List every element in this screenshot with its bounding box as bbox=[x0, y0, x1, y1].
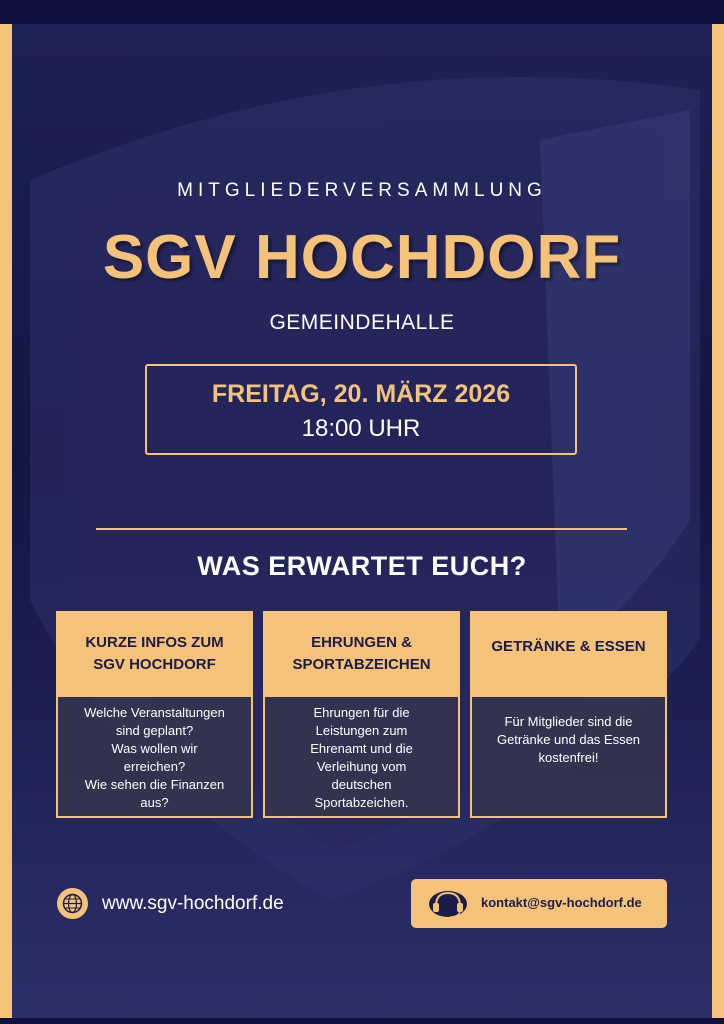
card-text-line: erreichen? bbox=[123, 759, 186, 774]
card-text-line: Was wollen wir bbox=[111, 741, 198, 756]
section-divider bbox=[96, 528, 627, 530]
card-text-line: Getränke und das Essen bbox=[496, 732, 641, 747]
card-title-line: SGV HOCHDORF bbox=[93, 656, 216, 673]
contact-email-pill[interactable] bbox=[411, 879, 667, 928]
card-ehrungen bbox=[263, 611, 460, 818]
bottom-bar bbox=[0, 1018, 724, 1024]
card-text bbox=[472, 697, 665, 816]
website-link[interactable]: www.sgv-hochdorf.de bbox=[102, 893, 284, 914]
event-time: 18:00 UHR bbox=[301, 415, 421, 442]
club-title: SGV HOCHDORF bbox=[102, 223, 622, 292]
card-text-line: kostenfrei! bbox=[538, 750, 599, 765]
venue-label: GEMEINDEHALLE bbox=[269, 311, 455, 334]
card-text-line: Verleihung vom bbox=[316, 759, 407, 774]
card-text-line: Sportabzeichen. bbox=[314, 795, 409, 810]
headset-icon bbox=[428, 888, 468, 920]
card-text-line: Ehrungen für die bbox=[313, 705, 410, 720]
card-title-line: EHRUNGEN & bbox=[311, 634, 412, 651]
event-date: FREITAG, 20. MÄRZ 2026 bbox=[211, 380, 511, 408]
card-getraenke bbox=[470, 611, 667, 818]
card-title bbox=[472, 613, 665, 697]
card-title bbox=[265, 613, 458, 697]
contact-email: kontakt@sgv-hochdorf.de bbox=[481, 895, 642, 910]
card-text bbox=[265, 697, 458, 816]
card-text-line: Leistungen zum bbox=[315, 723, 408, 738]
card-title-line: SPORTABZEICHEN bbox=[292, 656, 431, 673]
card-text-line: aus? bbox=[140, 795, 169, 810]
event-kicker: MITGLIEDERVERSAMMLUNG bbox=[177, 180, 547, 201]
card-infos bbox=[56, 611, 253, 818]
card-text-line: Für Mitglieder sind die bbox=[504, 714, 633, 729]
card-text-line: deutschen bbox=[331, 777, 392, 792]
card-title-line: KURZE INFOS ZUM bbox=[85, 634, 224, 651]
card-text-line: Wie sehen die Finanzen bbox=[84, 777, 225, 792]
globe-icon bbox=[56, 887, 89, 920]
card-title-line: GETRÄNKE & ESSEN bbox=[491, 638, 646, 655]
card-text bbox=[58, 697, 251, 816]
date-box bbox=[145, 364, 577, 455]
section-title: WAS ERWARTET EUCH? bbox=[197, 551, 527, 581]
card-text-line: Ehrenamt und die bbox=[310, 741, 413, 756]
card-text-line: sind geplant? bbox=[115, 723, 194, 738]
card-text-line: Welche Veranstaltungen bbox=[84, 705, 225, 720]
card-title bbox=[58, 613, 251, 697]
